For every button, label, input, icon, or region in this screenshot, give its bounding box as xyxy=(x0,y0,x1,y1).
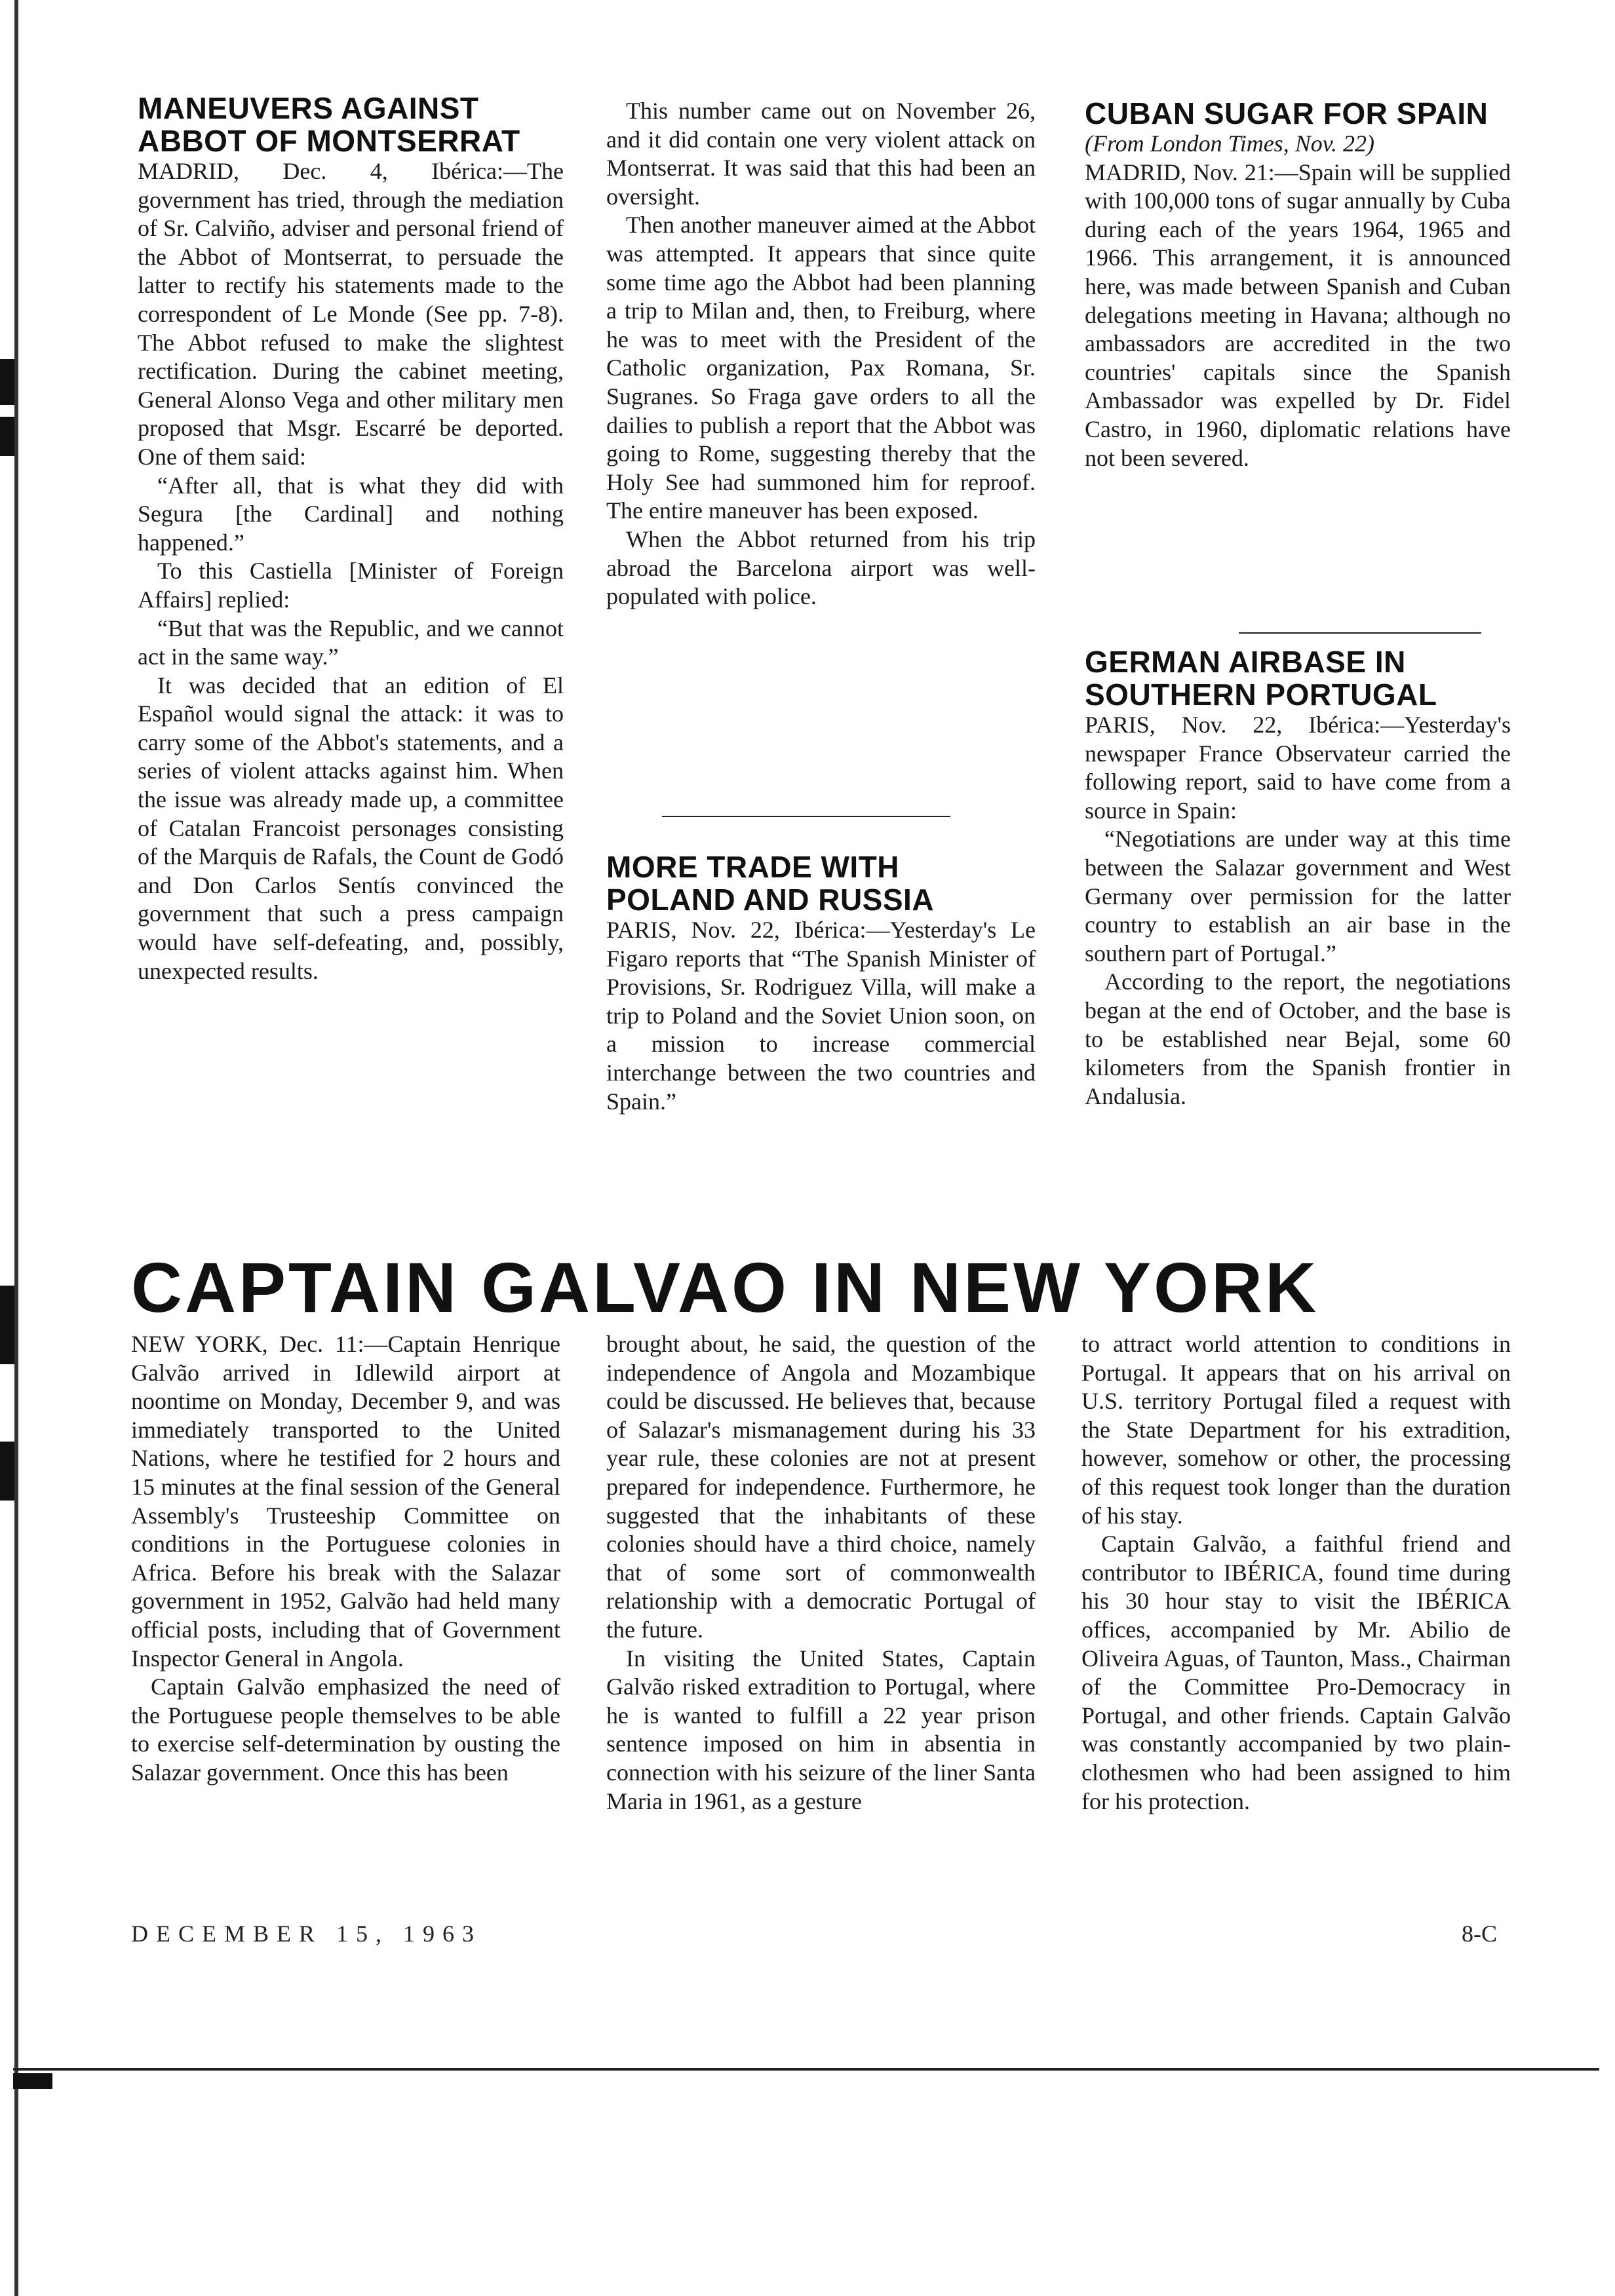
paragraph: To this Castiella [Minister of Foreign Affairs] replied: xyxy=(138,558,564,613)
paragraph: According to the report, the negotiations began at the end of October, and the base is to be established near Bejal, some 60 kilometers from the Spanish frontier in Andalusia. xyxy=(1085,968,1511,1109)
article-galvao-col3 xyxy=(1081,1330,1511,1816)
paragraph: NEW YORK, Dec. 11:—Captain Henrique Galvão arrived in Idlewild airport at noontime on Monday, December 9, and was immediately transported to the United Nations, where he testified for 2 hours and 15 minutes at the final session of the General Assembly's Trusteeship Committee on conditions in the Portuguese colonies in Africa. Before his break with the Salazar government in 1952, Galvão had held many official posts, including that of Government Inspector General in Angola. xyxy=(131,1331,560,1672)
scan-mark xyxy=(0,359,14,405)
article-sugar xyxy=(1085,97,1511,472)
headline-galvao: CAPTAIN GALVAO IN NEW YORK xyxy=(131,1248,1319,1327)
paragraph: Captain Galvão, a faithful friend and contributor to IBÉRICA, found time during his 30 hour stay to visit the IBÉRICA offices, accompanied by Mr. Abilio de Oliveira Aguas, of Taunton, Mass., Chairman of the Committee Pro-Democracy in Portugal, and other friends. Captain Galvão was constantly accompanied by two plain-clothesmen who had been assigned to him for his protection. xyxy=(1081,1531,1511,1814)
scan-mark xyxy=(13,2073,52,2089)
paragraph: “Negotiations are under way at this time between the Salazar government and West Germany over permission for the latter country to establish an air base in the southern part of Portugal.” xyxy=(1085,826,1511,966)
article-abbot-continued xyxy=(606,97,1036,611)
section-divider xyxy=(1239,632,1481,634)
headline-airbase: GERMAN AIRBASE IN SOUTHERN PORTUGAL xyxy=(1085,645,1437,712)
paragraph: This number came out on November 26, and it did contain one very violent attack on Montserrat. It was said that this had been an oversight. xyxy=(606,98,1036,210)
section-divider xyxy=(662,816,950,817)
paragraph: Captain Galvão emphasized the need of the Portuguese people themselves to be able to exercise self-determination by ousting the Salazar government. Once this has been xyxy=(131,1674,560,1786)
paragraph: MADRID, Dec. 4, Ibérica:—The government has tried, through the mediation of Sr. Calviño, adviser and personal friend of the Abbot of Montserrat, to persuade the latter to rectify his statements made to the correspondent of Le Monde (See pp. 7-8). The Abbot refused to make the slightest rectification. During the cabinet meeting, General Alonso Vega and other military men proposed that Msgr. Escarré be deported. One of them said: xyxy=(138,158,564,470)
article-galvao-col2 xyxy=(606,1330,1036,1816)
headline-abbot: MANEUVERS AGAINST ABBOT OF MONTSERRAT xyxy=(138,91,520,158)
article-airbase xyxy=(1085,645,1511,1111)
paragraph: to attract world attention to conditions in Portugal. It appears that on his arrival on U.S. territory Portugal filed a request with the State Department for his extradition, however, somehow or other, the processing of this request took longer than the duration of his stay. xyxy=(1081,1331,1511,1529)
headline-sugar: CUBAN SUGAR FOR SPAIN xyxy=(1085,96,1489,130)
bottom-rule xyxy=(13,2068,1599,2071)
article-galvao-col1 xyxy=(131,1330,560,1788)
paragraph: “After all, that is what they did with Segura [the Cardinal] and nothing happened.” xyxy=(138,472,564,556)
page-number: 8-C xyxy=(1462,1921,1497,1947)
scan-mark xyxy=(0,1286,14,1364)
paragraph: PARIS, Nov. 22, Ibérica:—Yesterday's newspaper France Observateur carried the following report, said to have come from a source in Spain: xyxy=(1085,712,1511,824)
paragraph: brought about, he said, the question of the independence of Angola and Mozambique could be discussed. He believes that, because of Salazar's mismanagement during his 33 year rule, these colonies are not at present prepared for independence. Furthermore, he suggested that the inhabitants of these colonies should have a third choice, namely that of some sort of commonwealth relationship with a democratic Portugal of the future. xyxy=(606,1331,1036,1643)
article-trade xyxy=(606,851,1036,1116)
scan-mark xyxy=(0,417,14,456)
paragraph: When the Abbot returned from his trip abroad the Barcelona airport was well-populated with police. xyxy=(606,526,1036,610)
paragraph: PARIS, Nov. 22, Ibérica:—Yesterday's Le Figaro reports that “The Spanish Minister of Provisions, Sr. Rodriguez Villa, will make a trip to Poland and the Soviet Union soon, on a mission to increase commercial interchange between the two countries and Spain.” xyxy=(606,917,1036,1115)
article-abbot xyxy=(138,92,564,985)
headline-trade: MORE TRADE WITH POLAND AND RUSSIA xyxy=(606,850,935,917)
paragraph: MADRID, Nov. 21:—Spain will be supplied with 100,000 tons of sugar annually by Cuba during each of the years 1964, 1965 and 1966. This arrangement, it is announced here, was made between Spanish and Cuban delegations meeting in Havana; although no ambassadors are accredited in the two countries' capitals since the Spanish Ambassador was expelled by Dr. Fidel Castro, in 1960, diplomatic relations have not been severed. xyxy=(1085,159,1511,471)
issue-date: DECEMBER 15, 1963 xyxy=(131,1921,482,1947)
scan-mark xyxy=(0,1442,14,1501)
article-source: (From London Times, Nov. 22) xyxy=(1085,130,1375,157)
scan-edge xyxy=(14,0,18,2296)
paragraph: In visiting the United States, Captain Galvão risked extradition to Portugal, where he is wanted to fulfill a 22 year prison sentence imposed on him in absentia in connection with his seizure of the liner Santa Maria in 1961, as a gesture xyxy=(606,1645,1036,1814)
paragraph: It was decided that an edition of El Español would signal the attack: it was to carry some of the Abbot's statements, and a series of violent attacks against him. When the issue was already made up, a committee of Catalan Francoist personages consisting of the Marquis de Rafals, the Count de Godó and Don Carlos Sentís convinced the government that such a press campaign would have self-defeating, and, possibly, unexpected results. xyxy=(138,672,564,984)
paragraph: Then another maneuver aimed at the Abbot was attempted. It appears that since quite some time ago the Abbot had been planning a trip to Milan and, then, to Freiburg, where he was to meet with the President of the Catholic organization, Pax Romana, Sr. Sugranes. So Fraga gave orders to all the dailies to publish a report that the Abbot was going to Rome, suggesting thereby that the Holy See had summoned him for reproof. The entire maneuver has been exposed. xyxy=(606,212,1036,524)
paragraph: “But that was the Republic, and we cannot act in the same way.” xyxy=(138,615,564,670)
